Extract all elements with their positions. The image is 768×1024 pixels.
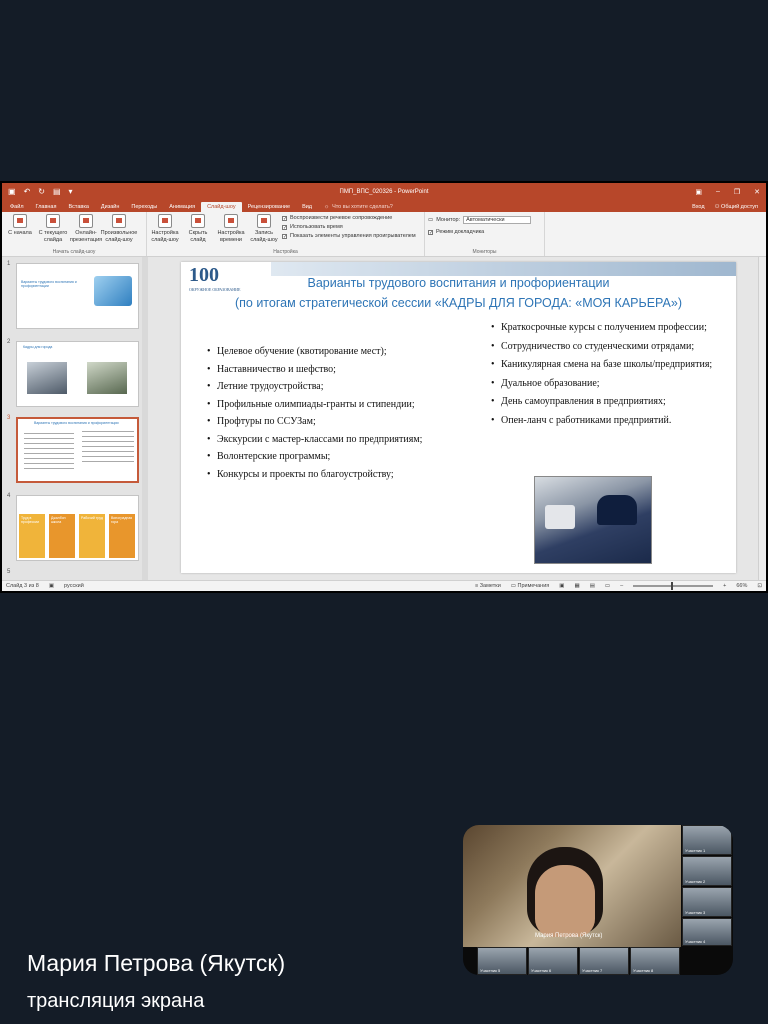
slide-thumbnails-pane (2, 257, 148, 580)
window-title: ПМП_ВПС_020326 - PowerPoint (339, 188, 429, 195)
thumb-text-lines (24, 433, 74, 473)
slide-subtitle: (по итогам стратегической сессии «КАДРЫ ДЛЯ ГОРОДА: «МОЯ КАРЬЕРА») (234, 296, 683, 310)
bullet-item: • Сотрудничество со студенческими отрядами; (491, 341, 721, 353)
custom-slideshow-button[interactable] (100, 214, 138, 248)
reading-view-icon[interactable]: ▤ (589, 583, 595, 589)
slide-thumbnail-3-selected[interactable] (16, 417, 139, 483)
undo-icon[interactable]: ↶ (23, 187, 31, 196)
custom-slideshow-label: Произвольное слайд-шоу (100, 230, 138, 243)
group-setup-label: Настройка (273, 249, 298, 255)
slide-photo-classroom (534, 476, 652, 564)
thumb-illustration (94, 276, 132, 306)
group-setup (147, 212, 425, 256)
tell-me-placeholder: Что вы хотите сделать? (332, 204, 393, 210)
play-narrations-checkbox[interactable] (282, 215, 416, 221)
setup-label: Настройка слайд-шоу (151, 230, 179, 243)
thumb-number: 2 (7, 339, 11, 345)
checkbox-checked-icon: ✓ (283, 233, 288, 240)
custom-slideshow-icon (112, 214, 126, 228)
from-beginning-label: С начала (8, 230, 32, 236)
participant-name: Участник 6 (531, 968, 552, 973)
main-speaker-video[interactable] (463, 825, 681, 947)
participant-tile[interactable] (682, 918, 732, 946)
participant-name: Участник 4 (685, 939, 706, 944)
setup-slideshow-button[interactable] (150, 214, 180, 248)
participant-tile[interactable] (682, 825, 732, 855)
zoom-level[interactable]: 66% (736, 583, 748, 589)
participant-tile[interactable] (630, 947, 680, 975)
slide-scrollbar[interactable] (758, 257, 766, 580)
use-timings-checkbox[interactable] (282, 224, 416, 230)
participant-tile[interactable] (682, 856, 732, 886)
online-present-label: Онлайн-презентация (69, 230, 103, 243)
speaker-face (535, 865, 595, 937)
play-from-start-icon (13, 214, 27, 228)
tab-transitions[interactable]: Переходы (131, 204, 158, 210)
tab-insert[interactable]: Вставка (68, 204, 89, 210)
bullet-item: • Каникулярная смена на базе школы/предприятия; (491, 359, 721, 371)
presenter-subtitle: трансляция экрана (27, 990, 205, 1012)
current-slide[interactable] (181, 262, 736, 573)
sorter-view-icon[interactable]: ▦ (574, 583, 580, 589)
close-icon[interactable]: ✕ (754, 188, 760, 196)
record-label: Запись слайд-шоу (250, 230, 278, 243)
checkbox-checked-icon: ✓ (429, 229, 434, 236)
setup-icon (158, 214, 172, 228)
presenter-view-label: Режим докладчика (436, 229, 485, 235)
thumb-title: Варианты трудового воспитания и профориентации (34, 421, 119, 425)
thumb-card: Джалбон школа (49, 514, 75, 558)
logo-subtext: ОКРУЖНОЕ ОБРАЗОВАНИЕ (189, 287, 241, 292)
participant-tile[interactable] (477, 947, 527, 975)
thumb-number: 4 (7, 493, 11, 499)
from-current-label: С текущего слайда (38, 230, 68, 243)
timer-icon (224, 214, 238, 228)
fit-to-window-icon[interactable]: ⊡ (757, 583, 762, 589)
main-speaker-label: Мария Петрова (Якутск) (535, 933, 603, 939)
hide-slide-icon (191, 214, 205, 228)
video-call-panel[interactable] (463, 825, 733, 975)
bullet-item: • Наставничество и шефство; (207, 364, 457, 376)
monitor-icon: ▭ (428, 217, 434, 223)
spellcheck-icon[interactable]: ▣ (48, 583, 55, 589)
workarea (2, 257, 766, 580)
tab-slideshow[interactable]: Слайд-шоу (201, 202, 242, 212)
presenter-name: Мария Петрова (Якутск) (27, 950, 286, 976)
notes-button[interactable] (475, 583, 501, 589)
participant-name: Участник 1 (685, 848, 706, 853)
bullet-item: • Летние трудоустройства; (207, 381, 457, 393)
comments-label: Примечания (517, 583, 550, 589)
notes-icon: ≡ (474, 583, 480, 589)
group-monitors-label: Мониторы (472, 249, 497, 255)
presenter-view-checkbox[interactable] (428, 229, 538, 235)
tab-home[interactable]: Главная (35, 204, 57, 210)
bullet-item: • Конкурсы и проекты по благоустройству; (207, 469, 457, 481)
slide-thumbnail-4[interactable] (16, 495, 139, 561)
status-bar (2, 580, 766, 591)
use-timings-label: Использовать время (290, 224, 343, 230)
thumb-photo (87, 362, 127, 394)
hide-slide-label: Скрыть слайд (188, 230, 208, 243)
thumb-text-lines (82, 431, 134, 463)
ribbon-tabs (2, 200, 766, 212)
slide-thumbnail-1[interactable] (16, 263, 139, 329)
slide-header-bar (271, 262, 736, 276)
thumb-number: 3 (7, 415, 11, 421)
notes-label: Заметки (479, 583, 501, 589)
zoom-in-icon[interactable]: + (723, 583, 727, 589)
left-bullet-list (207, 346, 457, 486)
thumb-card: Виноградная гора (109, 514, 135, 558)
zoom-slider[interactable] (633, 585, 713, 587)
user-icon: ⚇ (714, 204, 722, 210)
language-indicator[interactable]: русский (64, 583, 84, 589)
thumb-number: 5 (7, 569, 11, 575)
share-label: Общий доступ (721, 204, 758, 210)
thumb-card: Рабочий труд (79, 514, 105, 558)
play-current-icon (46, 214, 60, 228)
participant-name: Участник 7 (582, 968, 603, 973)
bullet-item: • Целевое обучение (квотирование мест); (207, 346, 457, 358)
save-icon[interactable]: ▣ (8, 187, 16, 196)
bullet-item: • Профильные олимпиады-гранты и стипендии; (207, 399, 457, 411)
participant-name: Участник 3 (685, 910, 706, 915)
tab-view[interactable]: Вид (302, 204, 313, 210)
participant-tile[interactable] (682, 887, 732, 917)
checkbox-checked-icon: ✓ (283, 224, 288, 231)
bullet-item: • День самоуправления в предприятиях; (491, 396, 721, 408)
ribbon-options-icon[interactable]: ▣ (695, 188, 702, 196)
slide-thumbnail-2[interactable] (16, 341, 139, 407)
online-present-button[interactable] (71, 214, 101, 248)
minimize-icon[interactable]: – (715, 187, 720, 195)
lightbulb-icon: ☼ (324, 204, 330, 210)
slide-editor (148, 257, 766, 580)
signin-link[interactable]: Вход (692, 204, 705, 210)
thumb-number: 1 (7, 261, 11, 267)
tab-review[interactable]: Рецензирование (247, 204, 291, 210)
group-monitors (425, 212, 545, 256)
group-start-slideshow (2, 212, 147, 256)
from-beginning-button[interactable] (5, 214, 35, 248)
participant-tile[interactable] (579, 947, 629, 975)
share-button[interactable] (715, 204, 758, 210)
slideshow-view-icon[interactable]: ▭ (604, 583, 611, 589)
normal-view-icon[interactable]: ▣ (559, 583, 565, 589)
tell-me-search[interactable] (318, 202, 399, 212)
tab-design[interactable]: Дизайн (100, 204, 120, 210)
show-media-controls-label: Показать элементы управления проигрывателем (290, 233, 416, 239)
record-slideshow-button[interactable] (249, 214, 279, 248)
maximize-icon[interactable]: ❐ (733, 188, 741, 196)
bullet-item: • Экскурсии с мастер-классами по предприятиям; (207, 434, 457, 446)
participant-tile[interactable] (528, 947, 578, 975)
participant-name: Участник 5 (480, 968, 501, 973)
start-slideshow-icon[interactable]: ▤ (52, 187, 61, 196)
participant-name: Участник 8 (633, 968, 654, 973)
participant-name: Участник 2 (685, 879, 706, 884)
right-bullet-list (491, 322, 721, 433)
slide-title: Варианты трудового воспитания и профориентации (307, 276, 610, 290)
online-present-icon (79, 214, 93, 228)
bullet-item: • Дуальное образование; (491, 378, 721, 390)
thumb-title: Кадры для города (23, 345, 53, 349)
group-start-label: Начать слайд-шоу (52, 249, 96, 255)
rehearse-label: Настройка времени (217, 230, 245, 243)
customize-toolbar-icon[interactable]: ▾ (68, 187, 73, 196)
checkbox-checked-icon: ✓ (283, 215, 288, 222)
comments-button[interactable] (511, 583, 550, 589)
record-icon (257, 214, 271, 228)
slide-counter: Слайд 3 из 8 (6, 583, 39, 589)
powerpoint-titlebar (2, 183, 766, 200)
redo-icon[interactable]: ↻ (38, 187, 45, 196)
rehearse-timings-button[interactable] (216, 214, 246, 248)
monitor-label: Монитор: (436, 217, 461, 223)
bullet-item: • Профтуры по ССУЗам; (207, 416, 457, 428)
show-media-controls-checkbox[interactable] (282, 233, 416, 239)
tab-animations[interactable]: Анимация (169, 204, 196, 210)
play-narrations-label: Воспроизвести речевое сопровождение (290, 215, 393, 221)
thumb-card: Труд в профессии (19, 514, 45, 558)
logo-text: 100 (189, 264, 219, 286)
ribbon-slideshow (2, 212, 766, 257)
hide-slide-button[interactable] (183, 214, 213, 248)
monitor-select[interactable]: Автоматически (463, 216, 531, 224)
bullet-item: • Опен-ланч с работниками предприятий. (491, 415, 721, 427)
bullet-item: • Волонтерские программы; (207, 451, 457, 463)
thumb-photo (27, 362, 67, 394)
tab-file[interactable]: Файл (10, 204, 24, 210)
thumb-title: Варианты трудового воспитания и профориентации (21, 280, 77, 288)
from-current-button[interactable] (38, 214, 68, 248)
bullet-item: • Краткосрочные курсы с получением профессии; (491, 322, 721, 334)
comment-icon: ▭ (510, 583, 518, 589)
zoom-out-icon[interactable]: – (620, 583, 624, 589)
shared-screen (0, 181, 768, 593)
